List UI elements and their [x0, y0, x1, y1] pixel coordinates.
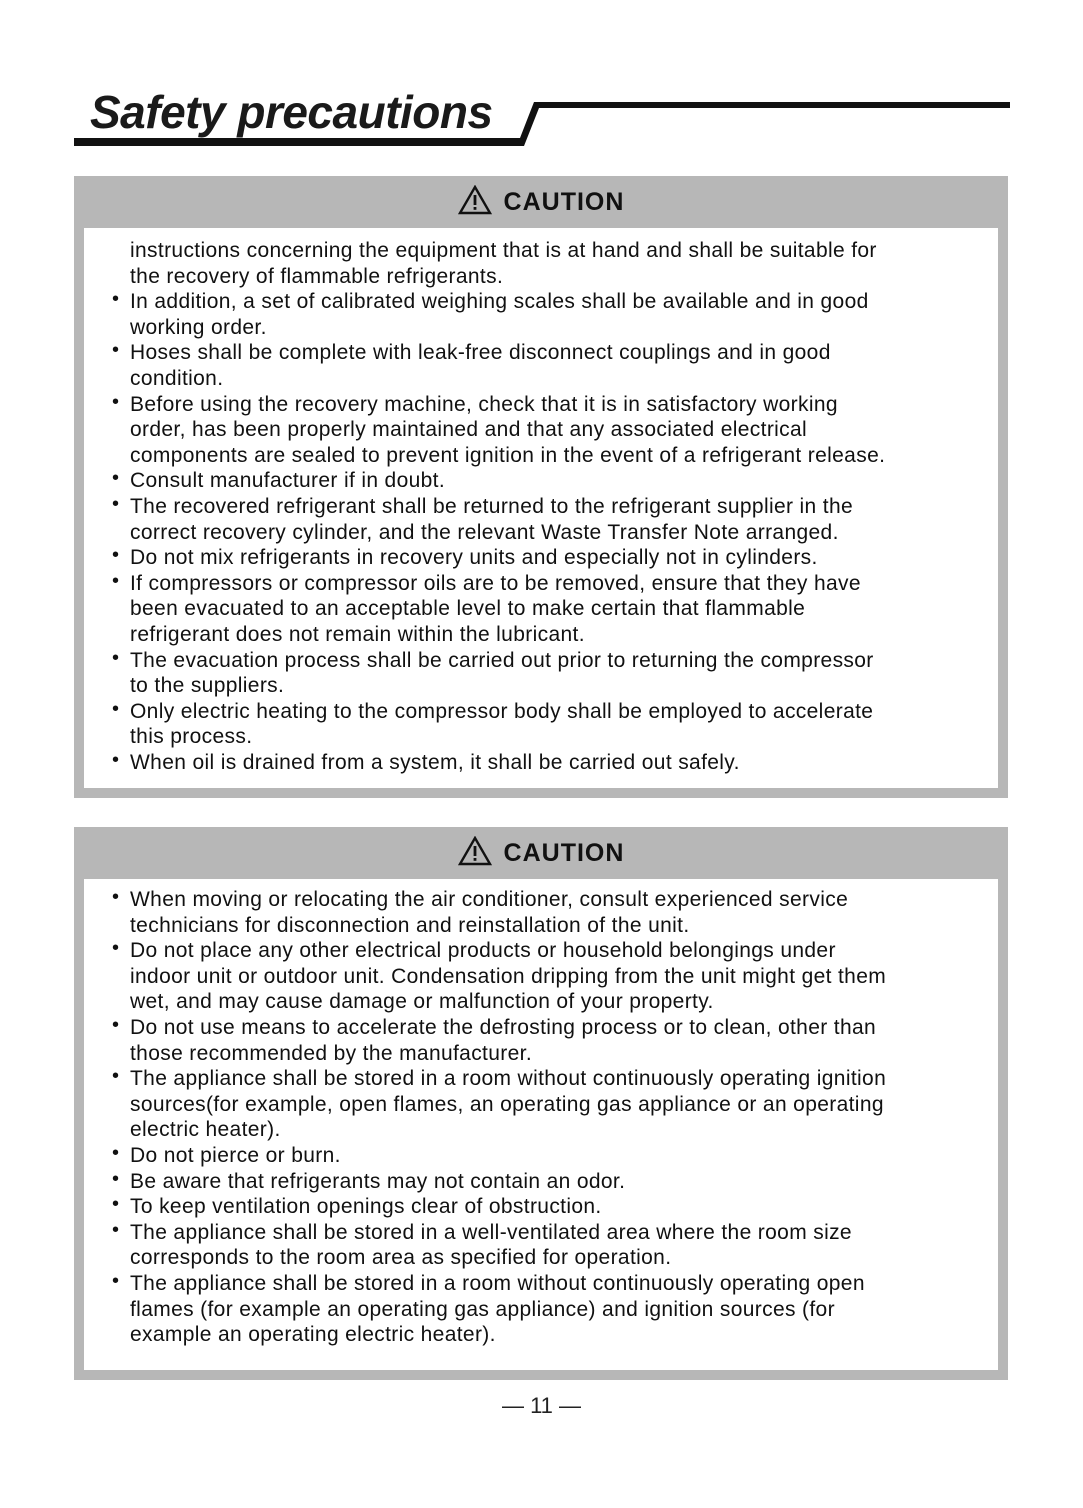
continuation-line	[104, 1245, 980, 1271]
continuation-line	[104, 964, 980, 990]
line-text: The appliance shall be stored in a room without continuously operating ignition	[130, 1067, 887, 1091]
continuation-line	[104, 264, 980, 290]
continuation-line	[104, 520, 980, 546]
bullet-item-line	[104, 1143, 980, 1169]
line-text: components are sealed to prevent ignition in the event of a refrigerant release.	[130, 443, 886, 467]
bullet-item-line	[104, 938, 980, 964]
continuation-line	[104, 596, 980, 622]
title-underline-rule	[0, 0, 1083, 160]
bullet-item-line	[104, 1271, 980, 1297]
caution-box-2-body	[84, 879, 998, 1370]
bullet-dot: •	[112, 646, 120, 669]
bullet-dot: •	[112, 697, 120, 720]
bullet-dot: •	[112, 1269, 120, 1292]
bullet-dot: •	[112, 937, 120, 960]
line-text: working order.	[130, 315, 267, 339]
caution-heading	[84, 827, 998, 879]
line-text: Do not pierce or burn.	[130, 1143, 341, 1167]
continuation-line	[104, 366, 980, 392]
bullet-dot: •	[112, 1193, 120, 1216]
line-text: been evacuated to an acceptable level to make certain that flammable	[130, 597, 806, 621]
line-text: The appliance shall be stored in a well-ventilated area where the room size	[130, 1220, 852, 1244]
page-number: — 11 —	[501, 1393, 582, 1418]
bullet-dot: •	[112, 1013, 120, 1036]
line-text: example an operating electric heater).	[130, 1323, 496, 1347]
bullet-item-line	[104, 1066, 980, 1092]
bullet-dot: •	[112, 288, 120, 311]
line-text: The recovered refrigerant shall be returned to the refrigerant supplier in the	[130, 494, 854, 518]
warning-triangle-icon	[458, 185, 492, 215]
bullet-item-line	[104, 1169, 980, 1195]
caution-heading	[84, 176, 998, 228]
line-text: flames (for example an operating gas appliance) and ignition sources (for	[130, 1297, 835, 1321]
line-text: When oil is drained from a system, it shall be carried out safely.	[130, 750, 740, 774]
page-title: Safety precautions	[90, 86, 493, 138]
caution-box-1-body	[84, 228, 998, 788]
bullet-item-line	[104, 545, 980, 571]
caution-heading-label: CAUTION	[503, 187, 625, 216]
bullet-item-line	[104, 750, 980, 776]
bullet-item-line	[104, 494, 980, 520]
continuation-line	[104, 622, 980, 648]
continuation-line	[104, 724, 980, 750]
line-text: sources(for example, open flames, an operating gas appliance or an operating	[130, 1092, 884, 1116]
bullet-dot: •	[112, 339, 120, 362]
bullet-item-line	[104, 1015, 980, 1041]
line-text: Hoses shall be complete with leak-free disconnect couplings and in good	[130, 341, 831, 365]
bullet-dot: •	[112, 1065, 120, 1088]
line-text: the recovery of flammable refrigerants.	[130, 264, 504, 288]
bullet-dot: •	[112, 1167, 120, 1190]
continuation-line	[104, 315, 980, 341]
bullet-item-line	[104, 1194, 980, 1220]
bullet-dot: •	[112, 390, 120, 413]
line-text: Do not use means to accelerate the defrosting process or to clean, other than	[130, 1015, 877, 1039]
line-text: wet, and may cause damage or malfunction of your property.	[130, 990, 714, 1014]
caution-heading-label: CAUTION	[503, 838, 625, 867]
line-text: technicians for disconnection and reinstallation of the unit.	[130, 913, 690, 937]
line-text: The evacuation process shall be carried out prior to returning the compressor	[130, 648, 874, 672]
bullet-item-line	[104, 887, 980, 913]
bullet-dot: •	[112, 492, 120, 515]
continuation-line	[104, 1322, 980, 1348]
caution-box-1	[74, 176, 1008, 798]
bullet-item-line	[104, 340, 980, 366]
bullet-dot: •	[112, 467, 120, 490]
line-text: When moving or relocating the air conditioner, consult experienced service	[130, 888, 849, 911]
continuation-line	[104, 1092, 980, 1118]
line-text: those recommended by the manufacturer.	[130, 1041, 533, 1065]
line-text: refrigerant does not remain within the lubricant.	[130, 622, 585, 646]
warning-triangle-icon	[458, 836, 492, 866]
continuation-line	[104, 913, 980, 939]
continuation-line	[104, 1297, 980, 1323]
bullet-dot: •	[112, 1218, 120, 1241]
continuation-line	[104, 673, 980, 699]
line-text: Only electric heating to the compressor body shall be employed to accelerate	[130, 699, 874, 723]
bullet-dot: •	[112, 748, 120, 771]
line-text: this process.	[130, 725, 253, 749]
continuation-line	[104, 1041, 980, 1067]
line-text: To keep ventilation openings clear of obstruction.	[130, 1195, 602, 1219]
line-text: Before using the recovery machine, check that it is in satisfactory working	[130, 392, 838, 416]
line-text: correct recovery cylinder, and the relevant Waste Transfer Note arranged.	[130, 520, 839, 544]
bullet-dot: •	[112, 886, 120, 908]
bullet-dot: •	[112, 544, 120, 567]
bullet-item-line	[104, 1220, 980, 1246]
line-text: Consult manufacturer if in doubt.	[130, 469, 446, 493]
line-text: Be aware that refrigerants may not contain an odor.	[130, 1169, 626, 1193]
bullet-dot: •	[112, 569, 120, 592]
line-text: to the suppliers.	[130, 674, 285, 698]
bullet-dot: •	[112, 1141, 120, 1164]
line-text: In addition, a set of calibrated weighing scales shall be available and in good	[130, 290, 869, 314]
line-text: The appliance shall be stored in a room without continuously operating open	[130, 1271, 865, 1295]
line-text: Do not mix refrigerants in recovery units and especially not in cylinders.	[130, 546, 818, 570]
line-text: indoor unit or outdoor unit. Condensation dripping from the unit might get them	[130, 964, 887, 988]
continuation-line	[104, 238, 980, 264]
line-text: Do not place any other electrical products or household belongings under	[130, 939, 836, 963]
continuation-line	[104, 989, 980, 1015]
continuation-line	[104, 417, 980, 443]
line-text: electric heater).	[130, 1118, 281, 1142]
bullet-item-line	[104, 699, 980, 725]
continuation-line	[104, 1117, 980, 1143]
bullet-item-line	[104, 648, 980, 674]
line-text: instructions concerning the equipment that is at hand and shall be suitable for	[130, 239, 877, 262]
caution-box-2	[74, 827, 1008, 1380]
line-text: order, has been properly maintained and that any associated electrical	[130, 418, 808, 442]
line-text: If compressors or compressor oils are to be removed, ensure that they have	[130, 571, 861, 595]
bullet-item-line	[104, 289, 980, 315]
bullet-item-line	[104, 468, 980, 494]
line-text: condition.	[130, 366, 224, 390]
bullet-item-line	[104, 392, 980, 418]
line-text: corresponds to the room area as specified for operation.	[130, 1246, 672, 1270]
continuation-line	[104, 443, 980, 469]
bullet-item-line	[104, 571, 980, 597]
